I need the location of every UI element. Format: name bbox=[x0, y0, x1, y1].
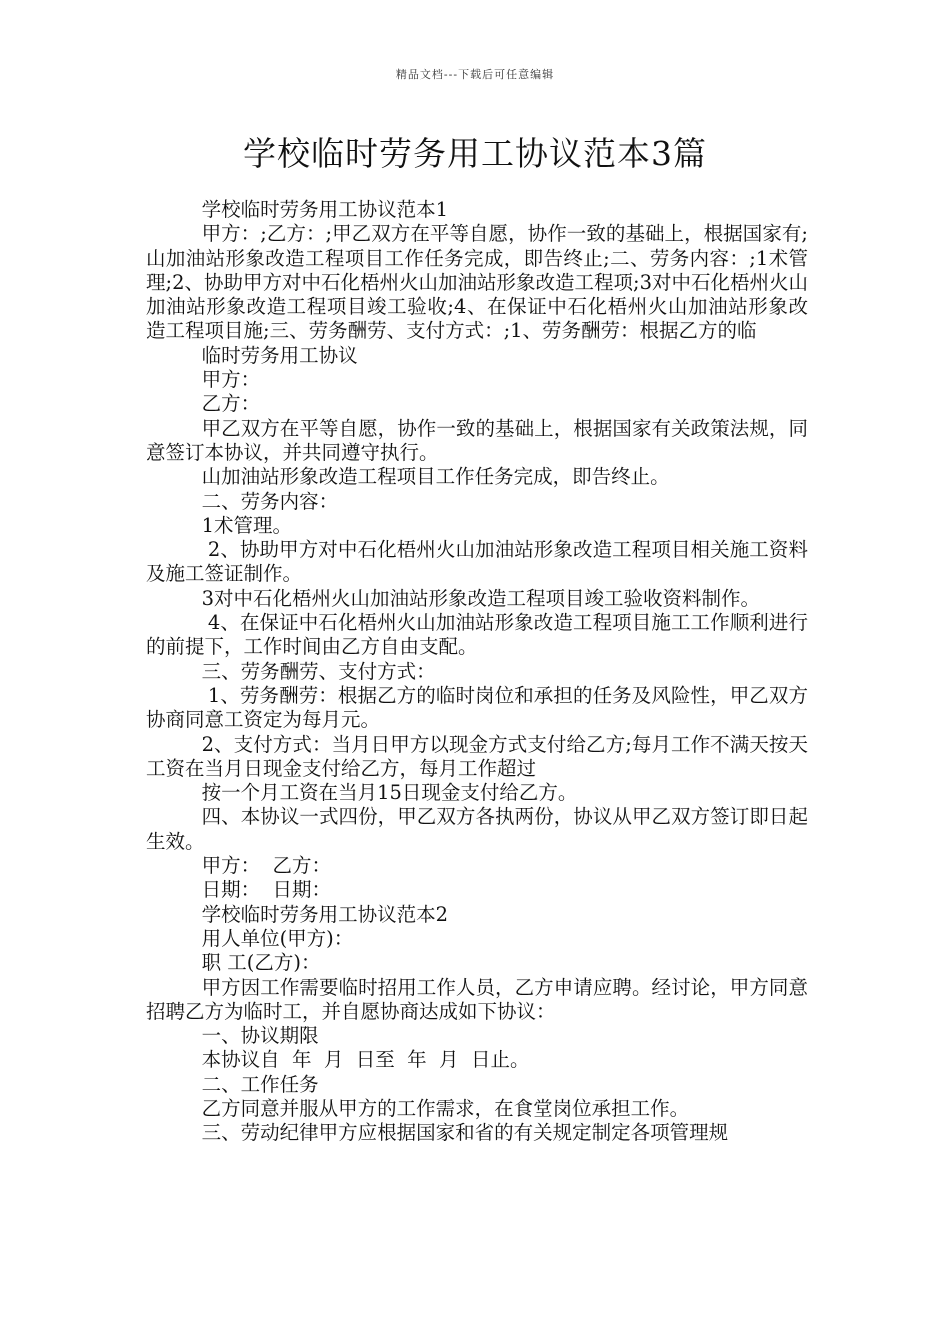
paragraph: 四、本协议一式四份，甲乙双方各执两份，协议从甲乙双方签订即日起生效。 bbox=[146, 805, 808, 853]
paragraph: 三、劳务酬劳、支付方式： bbox=[201, 659, 436, 683]
paragraph: 二、劳务内容： bbox=[201, 489, 339, 513]
paragraph: 2、支付方式：当月日甲方以现金方式支付给乙方;每月工作不满天按天工资在当月日现金支付给乙方，每月工作超过 bbox=[146, 732, 808, 780]
paragraph: 甲方：;乙方：;甲乙双方在平等自愿，协作一致的基础上，根据国家有;山加油站形象改造工程项目工作任务完成，即告终止;二、劳务内容：;1术管理;2、协助甲方对中石化梧州火山加油站形象改造工程项;3对中石化梧州火山加油站形象改造工程项目竣工验收;4、在保证中石化梧州火山加油站形象改造工程项目施;三、劳务酬劳、支付方式：;1、劳务酬劳：根据乙方的临 bbox=[146, 222, 808, 343]
paragraph: 乙方同意并服从甲方的工作需求，在食堂岗位承担工作。 bbox=[201, 1096, 690, 1120]
paragraph: 1、劳务酬劳：根据乙方的临时岗位和承担的任务及风险性，甲乙双方协商同意工资定为每月元。 bbox=[146, 683, 808, 732]
paragraph: 学校临时劳务用工协议范本2 bbox=[201, 902, 448, 926]
paragraph: 职 工(乙方)： bbox=[201, 951, 321, 975]
paragraph: 三、劳动纪律甲方应根据国家和省的有关规定制定各项管理规 bbox=[201, 1121, 729, 1145]
document-body bbox=[146, 198, 808, 1146]
paragraph: 4、在保证中石化梧州火山加油站形象改造工程项目施工工作顺利进行的前提下，工作时间由乙方自由支配。 bbox=[146, 611, 808, 659]
paragraph: 甲方因工作需要临时招用工作人员，乙方申请应聘。经讨论，甲方同意招聘乙方为临时工，并自愿协商达成如下协议： bbox=[146, 975, 808, 1023]
paragraph: 一、协议期限 bbox=[201, 1024, 319, 1048]
paragraph: 按一个月工资在当月15日现金支付给乙方。 bbox=[201, 781, 578, 805]
paragraph: 3对中石化梧州火山加油站形象改造工程项目竣工验收资料制作。 bbox=[201, 586, 760, 610]
paragraph: 1术管理。 bbox=[201, 513, 292, 537]
paragraph: 甲乙双方在平等自愿，协作一致的基础上，根据国家有关政策法规，同意签订本协议，并共同遵守执行。 bbox=[146, 416, 808, 464]
paragraph: 日期： 日期： bbox=[201, 878, 331, 902]
paragraph: 甲方： 乙方： bbox=[201, 854, 331, 878]
paragraph: 二、工作任务 bbox=[201, 1072, 319, 1096]
paragraph: 用人单位(甲方)： bbox=[201, 926, 354, 950]
paragraph: 本协议自 年 月 日至 年 月 日止。 bbox=[201, 1048, 530, 1072]
paragraph: 甲方： bbox=[201, 368, 261, 392]
paragraph: 2、协助甲方对中石化梧州火山加油站形象改造工程项目相关施工资料及施工签证制作。 bbox=[146, 538, 808, 586]
header-note: 精品文档---下载后可任意编辑 bbox=[395, 68, 555, 81]
paragraph: 临时劳务用工协议 bbox=[201, 343, 358, 367]
document-title: 学校临时劳务用工协议范本3篇 bbox=[243, 134, 707, 173]
paragraph: 乙方： bbox=[201, 392, 261, 416]
paragraph: 山加油站形象改造工程项目工作任务完成，即告终止。 bbox=[201, 465, 670, 489]
paragraph: 学校临时劳务用工协议范本1 bbox=[201, 198, 448, 221]
